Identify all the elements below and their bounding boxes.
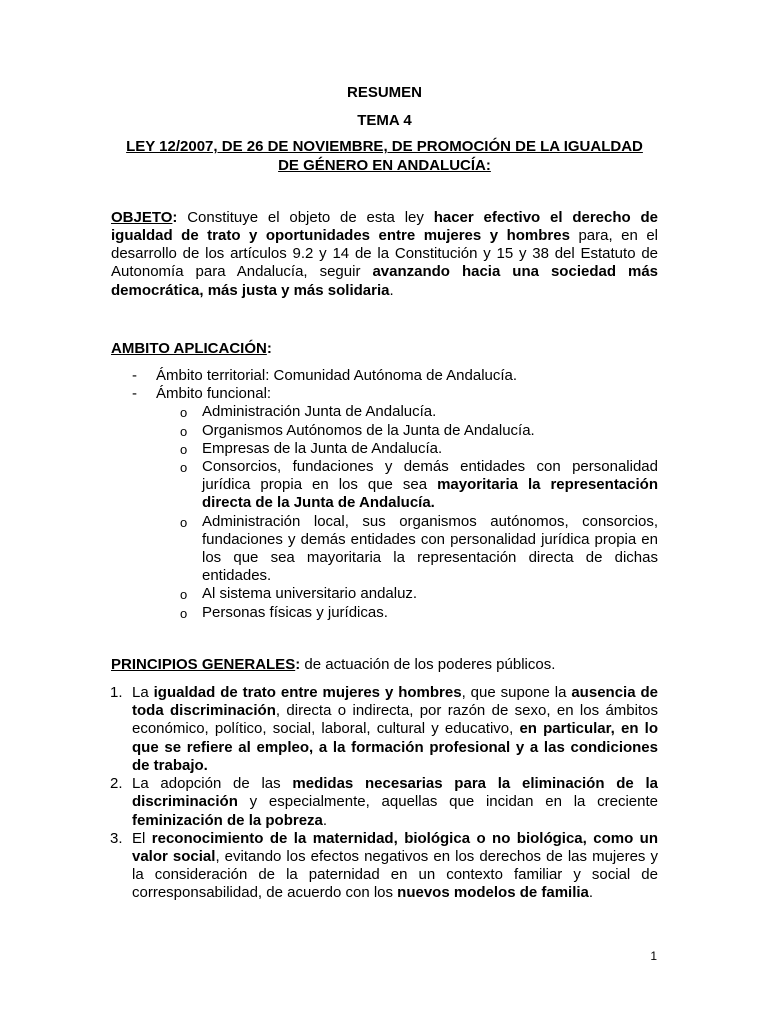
list-item bbox=[156, 604, 658, 622]
title-tema: TEMA 4 bbox=[357, 112, 412, 130]
circle-bullet: o bbox=[180, 605, 188, 621]
objeto-bold-1: hacer efectivo el derecho de igualdad de trato y oportunidades entre mujeres y hombres bbox=[111, 208, 658, 245]
list-item bbox=[156, 513, 658, 586]
ambito-funcional-text: Ámbito funcional: bbox=[156, 385, 272, 403]
list-item-text: Empresas de la Junta de Andalucía. bbox=[202, 439, 443, 457]
principios-list bbox=[110, 684, 658, 902]
objeto-bold-2: avanzando hacia una sociedad más democrática, más justa y más solidaria bbox=[111, 263, 659, 299]
document-header bbox=[111, 84, 658, 175]
list-item bbox=[156, 585, 658, 603]
principio-text: La bbox=[132, 684, 154, 702]
list-number: 1. bbox=[110, 684, 123, 702]
principio-item-1 bbox=[110, 684, 658, 775]
principio-text: , directa o indirecta, por razón de sexo, en los ámbitos económico, político, social, laboral, cultural y educativo, bbox=[132, 702, 658, 738]
ambito-list bbox=[111, 367, 658, 622]
ambito-heading-line bbox=[111, 340, 658, 358]
page-number: 1 bbox=[650, 949, 657, 963]
ambito-heading: AMBITO APLICACIÓN bbox=[111, 339, 267, 357]
principio-bold: nuevos modelos de familia bbox=[397, 884, 589, 902]
dash-bullet: - bbox=[132, 367, 137, 385]
principio-item-3 bbox=[110, 830, 658, 903]
principios-section bbox=[111, 656, 658, 903]
objeto-paragraph bbox=[111, 209, 658, 300]
objeto-colon: : bbox=[172, 208, 178, 226]
principios-colon: : bbox=[295, 655, 301, 673]
objeto-text-3: . bbox=[389, 281, 394, 299]
principio-text: La adopción de las bbox=[132, 775, 293, 793]
list-item bbox=[156, 403, 658, 421]
circle-bullet: o bbox=[180, 587, 188, 603]
principio-item-2 bbox=[110, 775, 658, 830]
title-ley-line-2: DE GÉNERO EN ANDALUCÍA: bbox=[278, 156, 491, 174]
principios-intro: de actuación de los poderes públicos. bbox=[300, 655, 556, 673]
list-item bbox=[156, 422, 658, 440]
principio-text: , que supone la bbox=[461, 684, 572, 702]
list-item-text: Administración local, sus organismos autónomos, consorcios, fundaciones y demás entidades con personalidad jurídica propia en los que sea mayoritaria la representación directa de dichas entidades. bbox=[202, 512, 658, 585]
ambito-section bbox=[111, 340, 658, 622]
principio-bold: igualdad de trato entre mujeres y hombres bbox=[153, 684, 462, 702]
principios-heading-line bbox=[111, 656, 658, 674]
list-number: 3. bbox=[110, 829, 123, 847]
list-item-bold: mayoritaria la representación directa de la Junta de Andalucía. bbox=[202, 476, 658, 512]
principio-text: . bbox=[322, 811, 328, 829]
principio-bold: reconocimiento de la maternidad, biológica o no biológica, como un valor social bbox=[132, 829, 658, 865]
list-item-text: Al sistema universitario andaluz. bbox=[202, 585, 418, 603]
list-item bbox=[156, 440, 658, 458]
document-page bbox=[111, 84, 658, 903]
ambito-territorial-item bbox=[111, 367, 658, 385]
title-ley bbox=[111, 138, 658, 174]
ambito-colon: : bbox=[266, 339, 272, 357]
list-item-text: Administración Junta de Andalucía. bbox=[202, 403, 437, 421]
principio-bold: ausencia de toda discriminación bbox=[132, 684, 658, 720]
list-item-text: Consorcios, fundaciones y demás entidades con personalidad jurídica propia en los que sea bbox=[202, 458, 658, 494]
circle-bullet: o bbox=[180, 441, 188, 457]
ambito-funcional-item bbox=[111, 385, 658, 622]
circle-bullet: o bbox=[180, 423, 188, 439]
list-item bbox=[156, 458, 658, 513]
principio-text: El bbox=[132, 829, 152, 847]
circle-bullet: o bbox=[180, 514, 188, 530]
principio-text: y especialmente, aquellas que incidan en la creciente bbox=[237, 793, 658, 811]
principio-bold: medidas necesarias para la eliminación de la discriminación bbox=[132, 775, 659, 811]
list-item-text: Organismos Autónomos de la Junta de Andalucía. bbox=[202, 421, 535, 439]
dash-bullet: - bbox=[132, 385, 137, 403]
list-item-text: Personas físicas y jurídicas. bbox=[202, 603, 388, 621]
circle-bullet: o bbox=[180, 405, 188, 421]
ambito-funcional-sublist bbox=[156, 403, 658, 621]
principios-heading: PRINCIPIOS GENERALES bbox=[111, 655, 296, 673]
principio-bold: en particular, en lo que se refiere al empleo, a la formación profesional y a las condiciones de trabajo. bbox=[132, 720, 658, 774]
ambito-territorial-text: Ámbito territorial: Comunidad Autónoma de Andalucía. bbox=[156, 367, 518, 385]
list-number: 2. bbox=[110, 775, 123, 793]
objeto-text-1: Constituye el objeto de esta ley bbox=[177, 208, 434, 226]
principio-bold: feminización de la pobreza bbox=[132, 811, 323, 829]
principio-text: , evitando los efectos negativos en los derechos de las mujeres y la consideración de la paternidad en un contexto familiar y social de corresponsabilidad, de acuerdo con los bbox=[132, 847, 658, 902]
principio-text: . bbox=[588, 884, 594, 902]
objeto-heading: OBJETO bbox=[111, 208, 173, 226]
objeto-text-2: para, en el desarrollo de los artículos 9.2 y 14 de la Constitución y 15 y 38 del Estatuto de Autonomía para Andalucía, seguir bbox=[111, 227, 658, 281]
title-resumen: RESUMEN bbox=[346, 84, 422, 101]
circle-bullet: o bbox=[180, 460, 188, 476]
title-ley-line-1: LEY 12/2007, DE 26 DE NOVIEMBRE, DE PROMOCIÓN DE LA IGUALDAD bbox=[126, 138, 643, 156]
